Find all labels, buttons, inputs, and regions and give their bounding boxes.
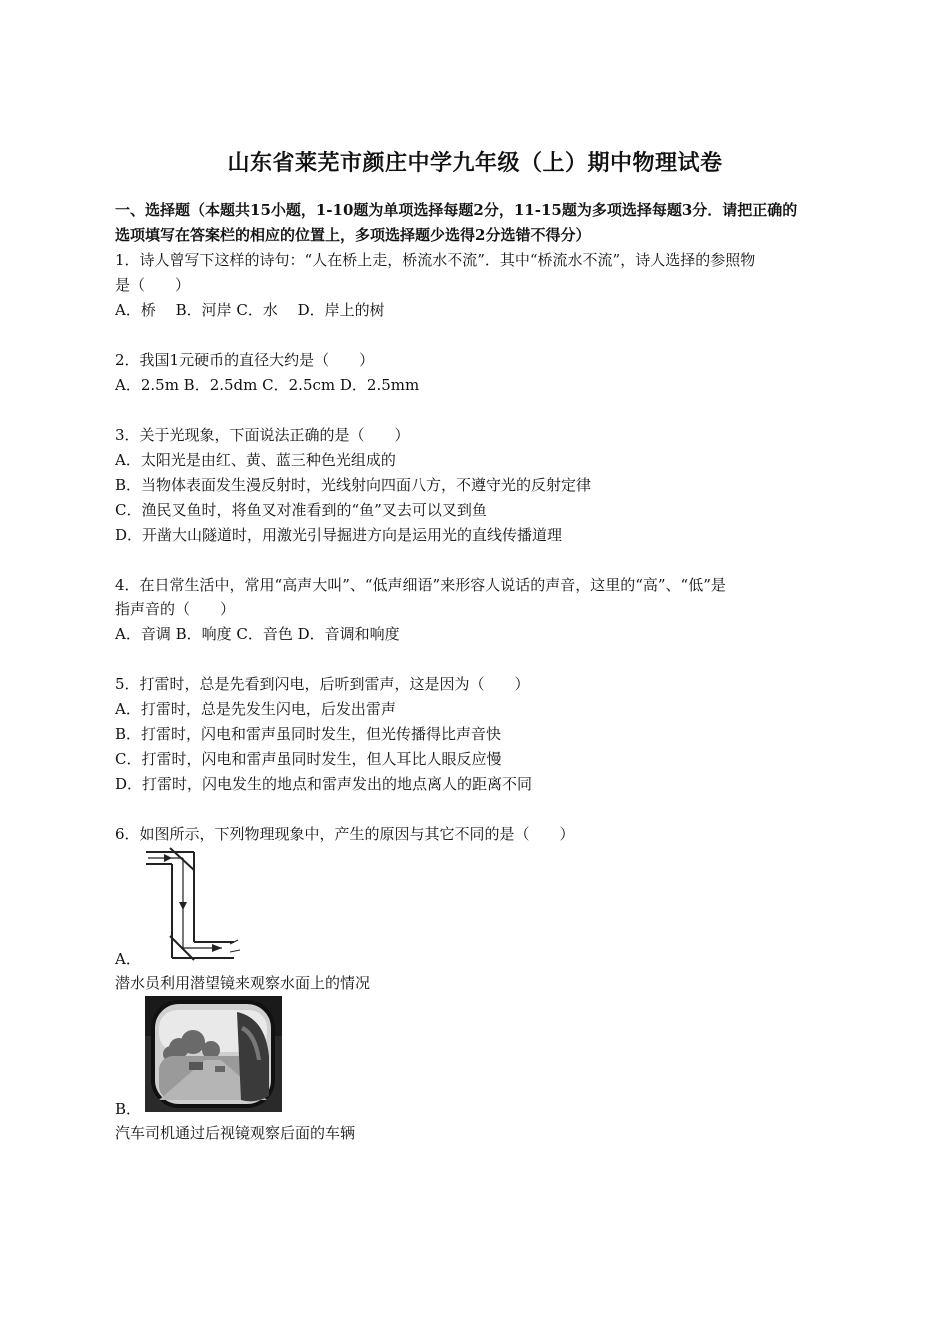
question-5-option-b: B．打雷时，闪电和雷声虽同时发生，但光传播得比声音快 [115, 725, 502, 743]
question-3-option-a: A．太阳光是由红、黄、蓝三种色光组成的 [115, 451, 396, 469]
question-5-option-d: D．打雷时，闪电发生的地点和雷声发出的地点离人的距离不同 [115, 775, 533, 793]
question-5-option-c: C．打雷时，闪电和雷声虽同时发生，但人耳比人眼反应慢 [115, 750, 502, 768]
question-3-option-d: D．开凿大山隧道时，用激光引导掘进方向是运用光的直线传播道理 [115, 526, 563, 544]
question-4-options: A．音调 B．响度 C．音色 D．音调和响度 [115, 625, 400, 643]
question-6-option-b-label: B． [115, 1100, 142, 1118]
question-1-stem-line-1: 1．诗人曾写下这样的诗句：“人在桥上走，桥流水不流”．其中“桥流水不流”，诗人选择的参照物 [115, 251, 756, 269]
question-1-stem-line-2: 是（ ） [115, 276, 191, 294]
question-6-option-a-label: A． [115, 950, 141, 968]
rearview-mirror-photo [145, 996, 282, 1112]
periscope-figure [142, 846, 252, 966]
page-title: 山东省莱芜市颜庄中学九年级（上）期中物理试卷 [227, 150, 723, 176]
question-6-option-b-caption: 汽车司机通过后视镜观察后面的车辆 [115, 1124, 356, 1142]
question-5-stem: 5．打雷时，总是先看到闪电，后听到雷声，这是因为（ ） [115, 675, 530, 693]
question-4-stem-line-1: 4．在日常生活中，常用“高声大叫”、“低声细语”来形容人说话的声音，这里的“高”、“低”是 [115, 576, 726, 594]
question-3-option-c: C．渔民叉鱼时，将鱼叉对准看到的“鱼”叉去可以叉到鱼 [115, 501, 487, 519]
question-4-stem-line-2: 指声音的（ ） [115, 600, 236, 618]
question-6-option-a-caption: 潜水员利用潜望镜来观察水面上的情况 [115, 974, 371, 992]
question-3-stem: 3．关于光现象，下面说法正确的是（ ） [115, 426, 410, 444]
question-3-option-b: B．当物体表面发生漫反射时，光线射向四面八方，不遵守光的反射定律 [115, 476, 592, 494]
section-heading-line-2: 选项填写在答案栏的相应的位置上，多项选择题少选得2分选错不得分） [115, 226, 591, 244]
question-6-stem: 6．如图所示，下列物理现象中，产生的原因与其它不同的是（ ） [115, 825, 575, 843]
question-1-options: A．桥 B．河岸 C．水 D．岸上的树 [115, 301, 385, 319]
question-2-options: A．2.5m B．2.5dm C．2.5cm D．2.5mm [115, 376, 420, 394]
section-heading-line-1: 一、选择题（本题共15小题，1-10题为单项选择每题2分，11-15题为多项选择每题3分．请把正确的 [115, 201, 798, 219]
question-2-stem: 2．我国1元硬币的直径大约是（ ） [115, 351, 375, 369]
question-5-option-a: A．打雷时，总是先发生闪电，后发出雷声 [115, 700, 396, 718]
